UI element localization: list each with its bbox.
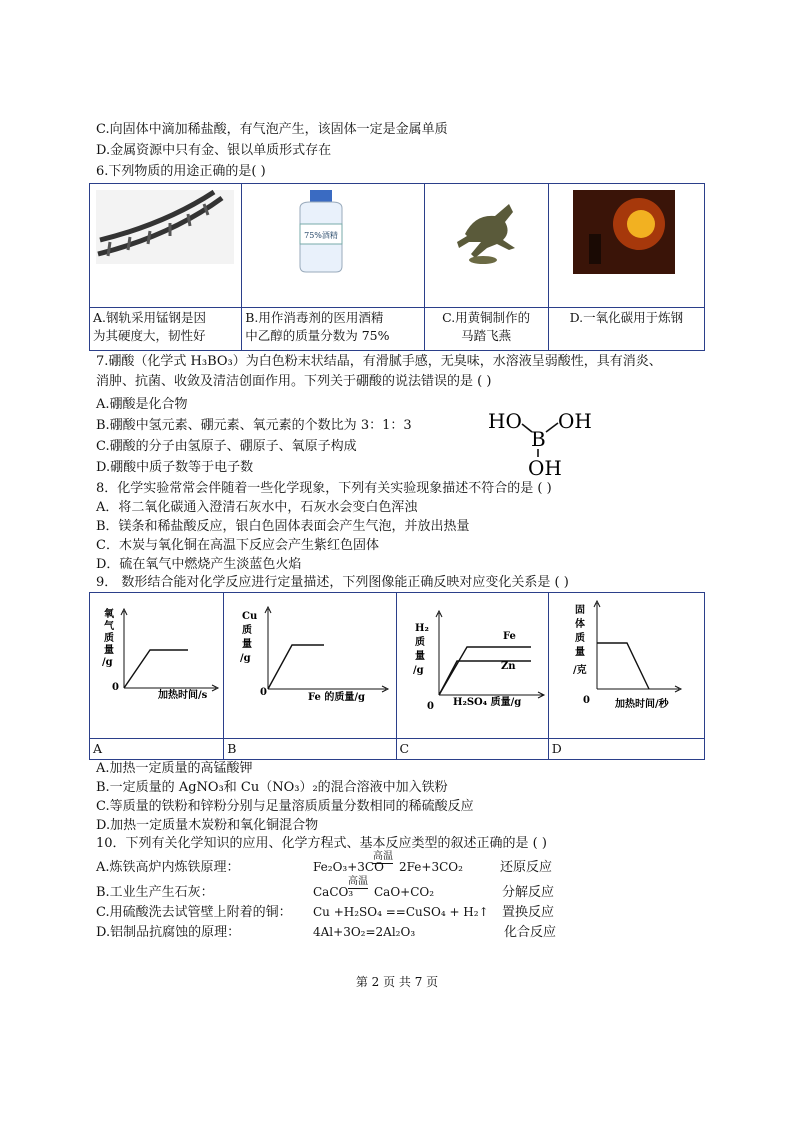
graph-b bbox=[224, 593, 394, 734]
graph-curve bbox=[124, 650, 188, 688]
q9-graph-d bbox=[548, 593, 704, 739]
steelmaking-image bbox=[549, 184, 703, 303]
q10-row-b-eq-right: CaO+CO₂ bbox=[374, 885, 435, 899]
q10-row-a-type: 还原反应 bbox=[500, 860, 553, 875]
graph-ylabel: 质 bbox=[242, 625, 253, 636]
graph-letter-a: A bbox=[93, 741, 103, 756]
option-text: B.硼酸中氢元素、硼元素、氧元素的个数比为 3：1：3 bbox=[96, 418, 412, 433]
graph-ylabel: 量 bbox=[104, 645, 114, 656]
graph-letter-c: C bbox=[399, 741, 410, 756]
q6-cell-a bbox=[90, 184, 242, 308]
graph-ylabel: 量 bbox=[414, 651, 425, 662]
graph-xlabel: H₂SO₄ 质量/g bbox=[452, 697, 521, 708]
graph-ylabel: 气 bbox=[104, 621, 114, 632]
q10-row-b-label: B.工业生产生石灰： bbox=[96, 885, 214, 900]
alcohol-bottle-image bbox=[242, 184, 422, 303]
graph-curve bbox=[597, 643, 649, 689]
graph-ylabel: /g bbox=[412, 665, 424, 676]
atom-oh-bottom: OH bbox=[528, 456, 562, 480]
graph-ylabel: /g bbox=[240, 653, 251, 664]
q6-cell-c bbox=[424, 184, 548, 308]
option-text: C．木炭与氧化铜在高温下反应会产生紫红色固体 bbox=[96, 538, 379, 553]
graph-letter-b: B bbox=[227, 741, 237, 756]
q10-row-c-type: 置换反应 bbox=[502, 905, 555, 920]
option-text: D.硼酸中质子数等于电子数 bbox=[96, 460, 254, 475]
graph-origin: 0 bbox=[582, 695, 590, 706]
graph-ylabel: 量 bbox=[574, 647, 585, 658]
option-text: C.向固体中滴加稀盐酸，有气泡产生，该固体一定是金属单质 bbox=[96, 122, 448, 137]
atom-b: B bbox=[531, 427, 546, 451]
q6-cell-d bbox=[548, 184, 704, 308]
option-text: C.硼酸的分子由氢原子、硼原子、氧原子构成 bbox=[96, 439, 357, 454]
graph-xlabel: Fe 的质量/g bbox=[308, 692, 366, 703]
q6-table bbox=[89, 183, 705, 351]
question-stem: 8．化学实验常常会伴随着一些化学现象，下列有关实验现象描述不符合的是 ( ) bbox=[96, 481, 552, 496]
graph-ylabel: 质 bbox=[414, 637, 425, 648]
graph-ylabel: 体 bbox=[574, 619, 585, 630]
graph-ylabel: Cu bbox=[242, 611, 258, 622]
graph-origin: 0 bbox=[426, 701, 434, 712]
q9-graph-b bbox=[224, 593, 396, 739]
q9-graph-table bbox=[89, 592, 705, 760]
q10-row-d-type: 化合反应 bbox=[504, 925, 557, 940]
q10-row-a-eq-right: 2Fe+3CO₂ bbox=[399, 860, 463, 874]
q10-row-b-eq-left: CaCO₃ bbox=[313, 885, 354, 899]
question-stem: 6.下列物质的用途正确的是( ) bbox=[96, 164, 266, 179]
option-text: A．将二氧化碳通入澄清石灰水中，石灰水会变白色浑浊 bbox=[96, 500, 418, 515]
q10-row-b-cond: 高温 bbox=[348, 876, 368, 887]
graph-xlabel: 加热时间/s bbox=[158, 690, 208, 701]
graph-origin: 0 bbox=[260, 687, 268, 698]
graph-ylabel: /g bbox=[102, 657, 113, 668]
graph-curve-fe bbox=[439, 647, 531, 695]
bottle-label: 75%酒精 bbox=[304, 231, 339, 240]
graph-ylabel: H₂ bbox=[414, 623, 429, 634]
bronze-horse-image bbox=[425, 184, 547, 303]
q10-row-a-eq-left: Fe₂O₃+3CO bbox=[313, 860, 384, 874]
q10-row-b-type: 分解反应 bbox=[502, 885, 555, 900]
graph-xlabel: 加热时间/秒 bbox=[614, 699, 669, 710]
graph-origin: 0 bbox=[112, 682, 119, 693]
railway-track-image bbox=[90, 184, 240, 303]
graph-ylabel: 质 bbox=[104, 633, 114, 644]
atom-ho: HO bbox=[488, 409, 522, 433]
graph-a bbox=[90, 593, 222, 734]
graph-ylabel: 量 bbox=[242, 639, 253, 650]
series-label-zn: Zn bbox=[500, 661, 516, 672]
option-text: B．镁条和稀盐酸反应，银白色固体表面会产生气泡，并放出热量 bbox=[96, 519, 470, 534]
series-label-fe: Fe bbox=[502, 631, 516, 642]
graph-c bbox=[397, 593, 547, 734]
option-text: D.金属资源中只有金、银以单质形式存在 bbox=[96, 143, 332, 158]
q6-caption-c: C.用黄铜制作的 马踏飞燕 bbox=[442, 310, 531, 343]
question-stem: 10．下列有关化学知识的应用、化学方程式、基本反应类型的叙述正确的是 ( ) bbox=[96, 836, 547, 851]
graph-ylabel: 氧 bbox=[104, 609, 114, 620]
q9-graph-a bbox=[90, 593, 224, 739]
option-text: A.硼酸是化合物 bbox=[96, 397, 188, 412]
q10-row-c-label: C.用硫酸洗去试管壁上附着的铜： bbox=[96, 905, 292, 920]
graph-ylabel: 质 bbox=[574, 633, 585, 644]
q6-caption-d: D.一氧化碳用于炼钢 bbox=[569, 310, 684, 325]
q6-cell-b bbox=[242, 184, 424, 308]
q10-row-a-cond: 高温 bbox=[373, 851, 393, 862]
option-text: D．硫在氧气中燃烧产生淡蓝色火焰 bbox=[96, 557, 302, 572]
option-text: A.加热一定质量的高锰酸钾 bbox=[96, 761, 253, 776]
question-stem: 9． 数形结合能对化学反应进行定量描述，下列图像能正确反映对应变化关系是 ( ) bbox=[96, 575, 569, 590]
option-text: C.等质量的铁粉和锌粉分别与足量溶质质量分数相同的稀硫酸反应 bbox=[96, 799, 474, 814]
graph-curve-zn bbox=[439, 661, 531, 695]
boric-acid-structure bbox=[482, 404, 602, 482]
q10-row-c-eq: Cu +H₂SO₄ ==CuSO₄ + H₂↑ bbox=[313, 905, 489, 919]
q10-row-a-label: A.炼铁高炉内炼铁原理： bbox=[96, 860, 240, 875]
graph-letter-d: D bbox=[551, 741, 562, 756]
q10-row-d-eq: 4Al+3O₂=2Al₂O₃ bbox=[313, 925, 416, 939]
question-stem: 消肿、抗菌、收敛及清洁创面作用。下列关于硼酸的说法错误的是 ( ) bbox=[96, 374, 492, 389]
q9-graph-c bbox=[396, 593, 548, 739]
q6-caption-b: B.用作消毒剂的医用酒精 中乙醇的质量分数为 75% bbox=[245, 310, 390, 343]
page-footer: 第 2 页 共 7 页 bbox=[355, 975, 439, 989]
q6-caption-a: A.钢轨采用锰钢是因 为其硬度大，韧性好 bbox=[93, 310, 207, 343]
q10-row-d-label: D.铝制品抗腐蚀的原理： bbox=[96, 925, 241, 940]
atom-oh-right: OH bbox=[558, 409, 592, 433]
graph-curve bbox=[268, 645, 324, 689]
graph-ylabel: 固 bbox=[574, 605, 585, 616]
graph-d bbox=[549, 593, 703, 734]
question-stem: 7.硼酸（化学式 H₃BO₃）为白色粉末状结晶，有滑腻手感，无臭味，水溶液呈弱酸性，具有消炎、 bbox=[96, 354, 662, 369]
option-text: B.一定质量的 AgNO₃和 Cu（NO₃）₂的混合溶液中加入铁粉 bbox=[96, 780, 448, 795]
option-text: D.加热一定质量木炭粉和氧化铜混合物 bbox=[96, 818, 319, 833]
graph-ylabel: /克 bbox=[572, 665, 587, 676]
